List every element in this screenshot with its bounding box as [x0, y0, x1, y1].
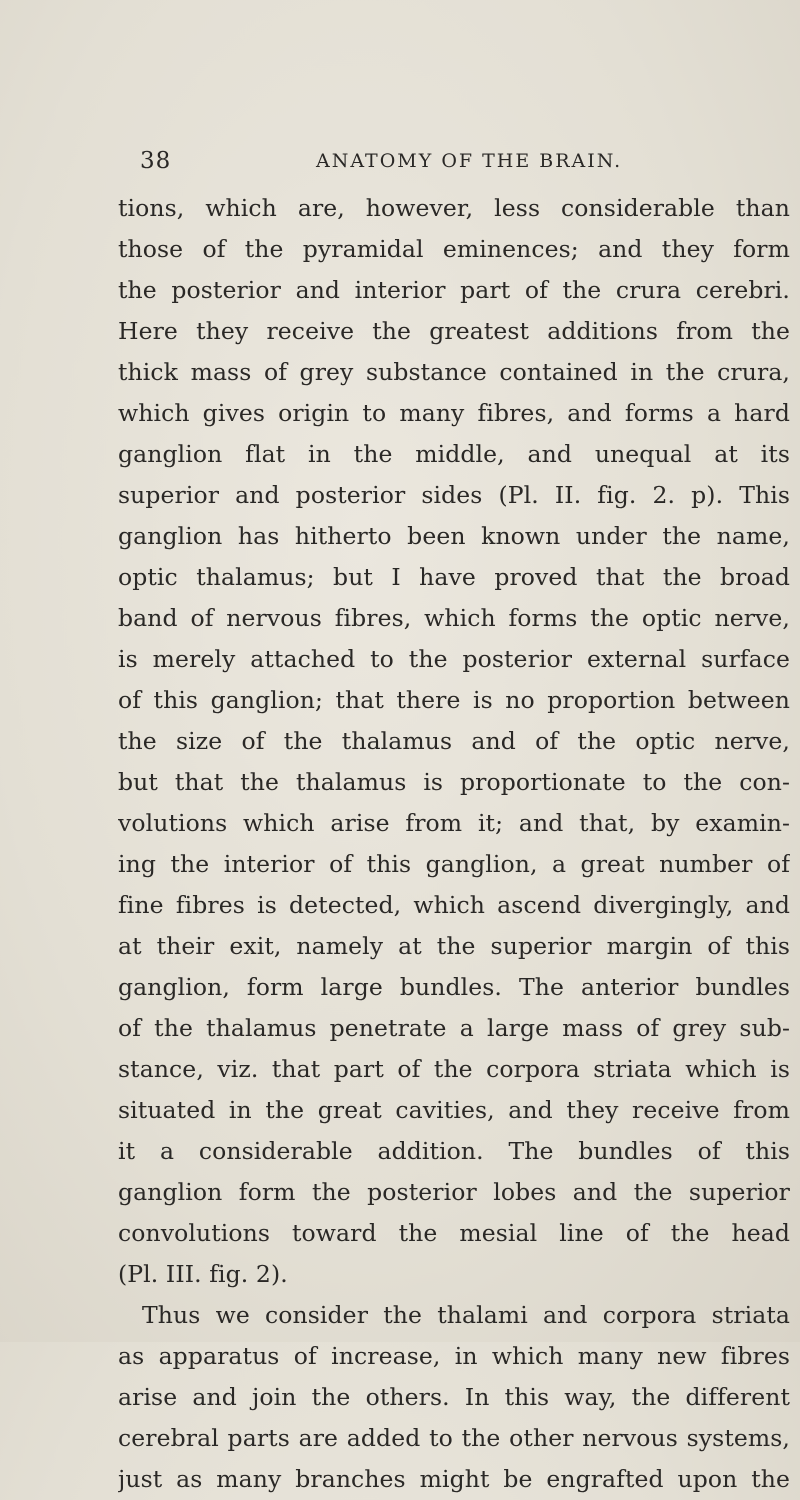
text-line: ganglion has hitherto been known under the name,	[118, 522, 790, 550]
text-line: cerebral parts are added to the other nervous systems,	[118, 1424, 790, 1452]
text-line: as apparatus of increase, in which many new fibres	[118, 1342, 790, 1370]
text-line: the size of the thalamus and of the optic nerve,	[118, 727, 790, 755]
text-line: ing the interior of this ganglion, a great number of	[118, 850, 790, 878]
text-line: ganglion, form large bundles. The anterior bundles	[118, 973, 790, 1001]
text-line: but that the thalamus is proportionate to the con-	[118, 768, 790, 796]
text-line: optic thalamus; but I have proved that the broad	[118, 563, 790, 591]
text-line: arise and join the others. In this way, the different	[118, 1383, 790, 1411]
text-line: ganglion flat in the middle, and unequal at its	[118, 440, 790, 468]
text-line: volutions which arise from it; and that, by examin-	[118, 809, 790, 837]
running-head-title: ANATOMY OF THE BRAIN.	[316, 150, 623, 172]
text-line: tions, which are, however, less considerable than	[118, 194, 790, 222]
body-text	[118, 188, 790, 1500]
text-line: (Pl. III. fig. 2).	[118, 1260, 288, 1288]
running-head	[140, 148, 780, 188]
text-line: of this ganglion; that there is no proportion between	[118, 686, 790, 714]
text-line: Here they receive the greatest additions from the	[118, 317, 790, 345]
page-number: 38	[140, 148, 172, 174]
text-line: thick mass of grey substance contained in the crura,	[118, 358, 790, 386]
text-line: ganglion form the posterior lobes and the superior	[118, 1178, 790, 1206]
text-line: which gives origin to many fibres, and forms a hard	[118, 399, 790, 427]
text-line: is merely attached to the posterior external surface	[118, 645, 790, 673]
text-line: of the thalamus penetrate a large mass of grey sub-	[118, 1014, 790, 1042]
text-line: at their exit, namely at the superior margin of this	[118, 932, 790, 960]
text-line: situated in the great cavities, and they receive from	[118, 1096, 790, 1124]
text-line: convolutions toward the mesial line of the head	[118, 1219, 790, 1247]
text-line: it a considerable addition. The bundles of this	[118, 1137, 790, 1165]
text-line: superior and posterior sides (Pl. II. fig. 2. p). This	[118, 481, 790, 509]
text-line: band of nervous fibres, which forms the optic nerve,	[118, 604, 790, 632]
text-line: those of the pyramidal eminences; and they form	[118, 235, 790, 263]
text-line: the posterior and interior part of the crura cerebri.	[118, 276, 790, 304]
text-line: fine fibres is detected, which ascend divergingly, and	[118, 891, 790, 919]
text-line: stance, viz. that part of the corpora striata which is	[118, 1055, 790, 1083]
text-line: just as many branches might be engrafted upon the	[118, 1465, 790, 1493]
text-line: Thus we consider the thalami and corpora striata	[142, 1301, 790, 1329]
